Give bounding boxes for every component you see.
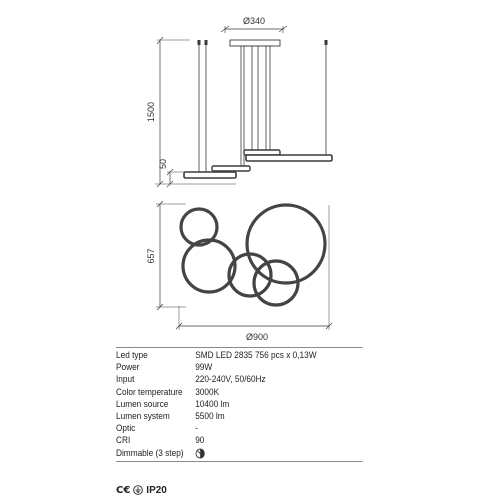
spec-value: -	[195, 423, 198, 434]
spec-row	[116, 422, 363, 434]
ce-mark-icon: C€	[116, 484, 131, 496]
ring-profile-lower	[184, 172, 236, 178]
spec-label: Color temperature	[116, 386, 183, 397]
spec-row	[116, 434, 363, 446]
class-1-earth-icon	[133, 485, 143, 495]
ring-height-label: 50	[158, 158, 168, 170]
spec-row	[116, 410, 363, 422]
ring-profile-right	[246, 155, 332, 161]
spec-label: Lumen system	[116, 411, 170, 422]
spec-value: 10400 lm	[195, 398, 230, 409]
canopy-diameter-label: Ø340	[242, 16, 266, 26]
spec-label: Led type	[116, 348, 195, 362]
ring-left	[183, 240, 235, 292]
spec-row	[116, 398, 363, 410]
spec-label: Power	[116, 362, 140, 373]
spec-row	[116, 361, 363, 373]
ring-circles	[181, 205, 325, 305]
ring-profile-mid	[212, 166, 250, 171]
spec-row	[116, 447, 363, 462]
spec-value: 90	[195, 435, 205, 446]
spec-value	[195, 447, 362, 462]
spec-value: SMD LED 2835 756 pcs x 0,13W	[195, 348, 362, 362]
certification-row	[116, 484, 167, 496]
spec-row	[116, 386, 363, 398]
spec-label: Optic	[116, 423, 136, 434]
dimmer-knob-icon	[195, 448, 205, 459]
spec-value: 5500 lm	[195, 411, 225, 422]
ip-rating-badge: IP20	[146, 484, 167, 496]
spec-label: Input	[116, 374, 135, 385]
spec-value: 220-240V, 50/60Hz	[195, 374, 266, 385]
ceiling-canopy	[230, 40, 280, 46]
plan-view	[156, 201, 332, 330]
spec-value: 99W	[195, 362, 213, 373]
total-height-label: 1500	[146, 101, 156, 123]
side-elevation	[155, 26, 332, 187]
spec-value: 3000K	[195, 386, 220, 397]
spec-label: Lumen source	[116, 398, 169, 409]
spec-row	[116, 348, 363, 362]
spec-table	[116, 347, 363, 462]
spec-label: CRI	[116, 435, 131, 446]
spec-label: Dimmable (3 step)	[116, 447, 195, 462]
depth-label: 657	[146, 248, 156, 264]
width-label: Ø900	[245, 332, 269, 342]
spec-row	[116, 373, 363, 385]
